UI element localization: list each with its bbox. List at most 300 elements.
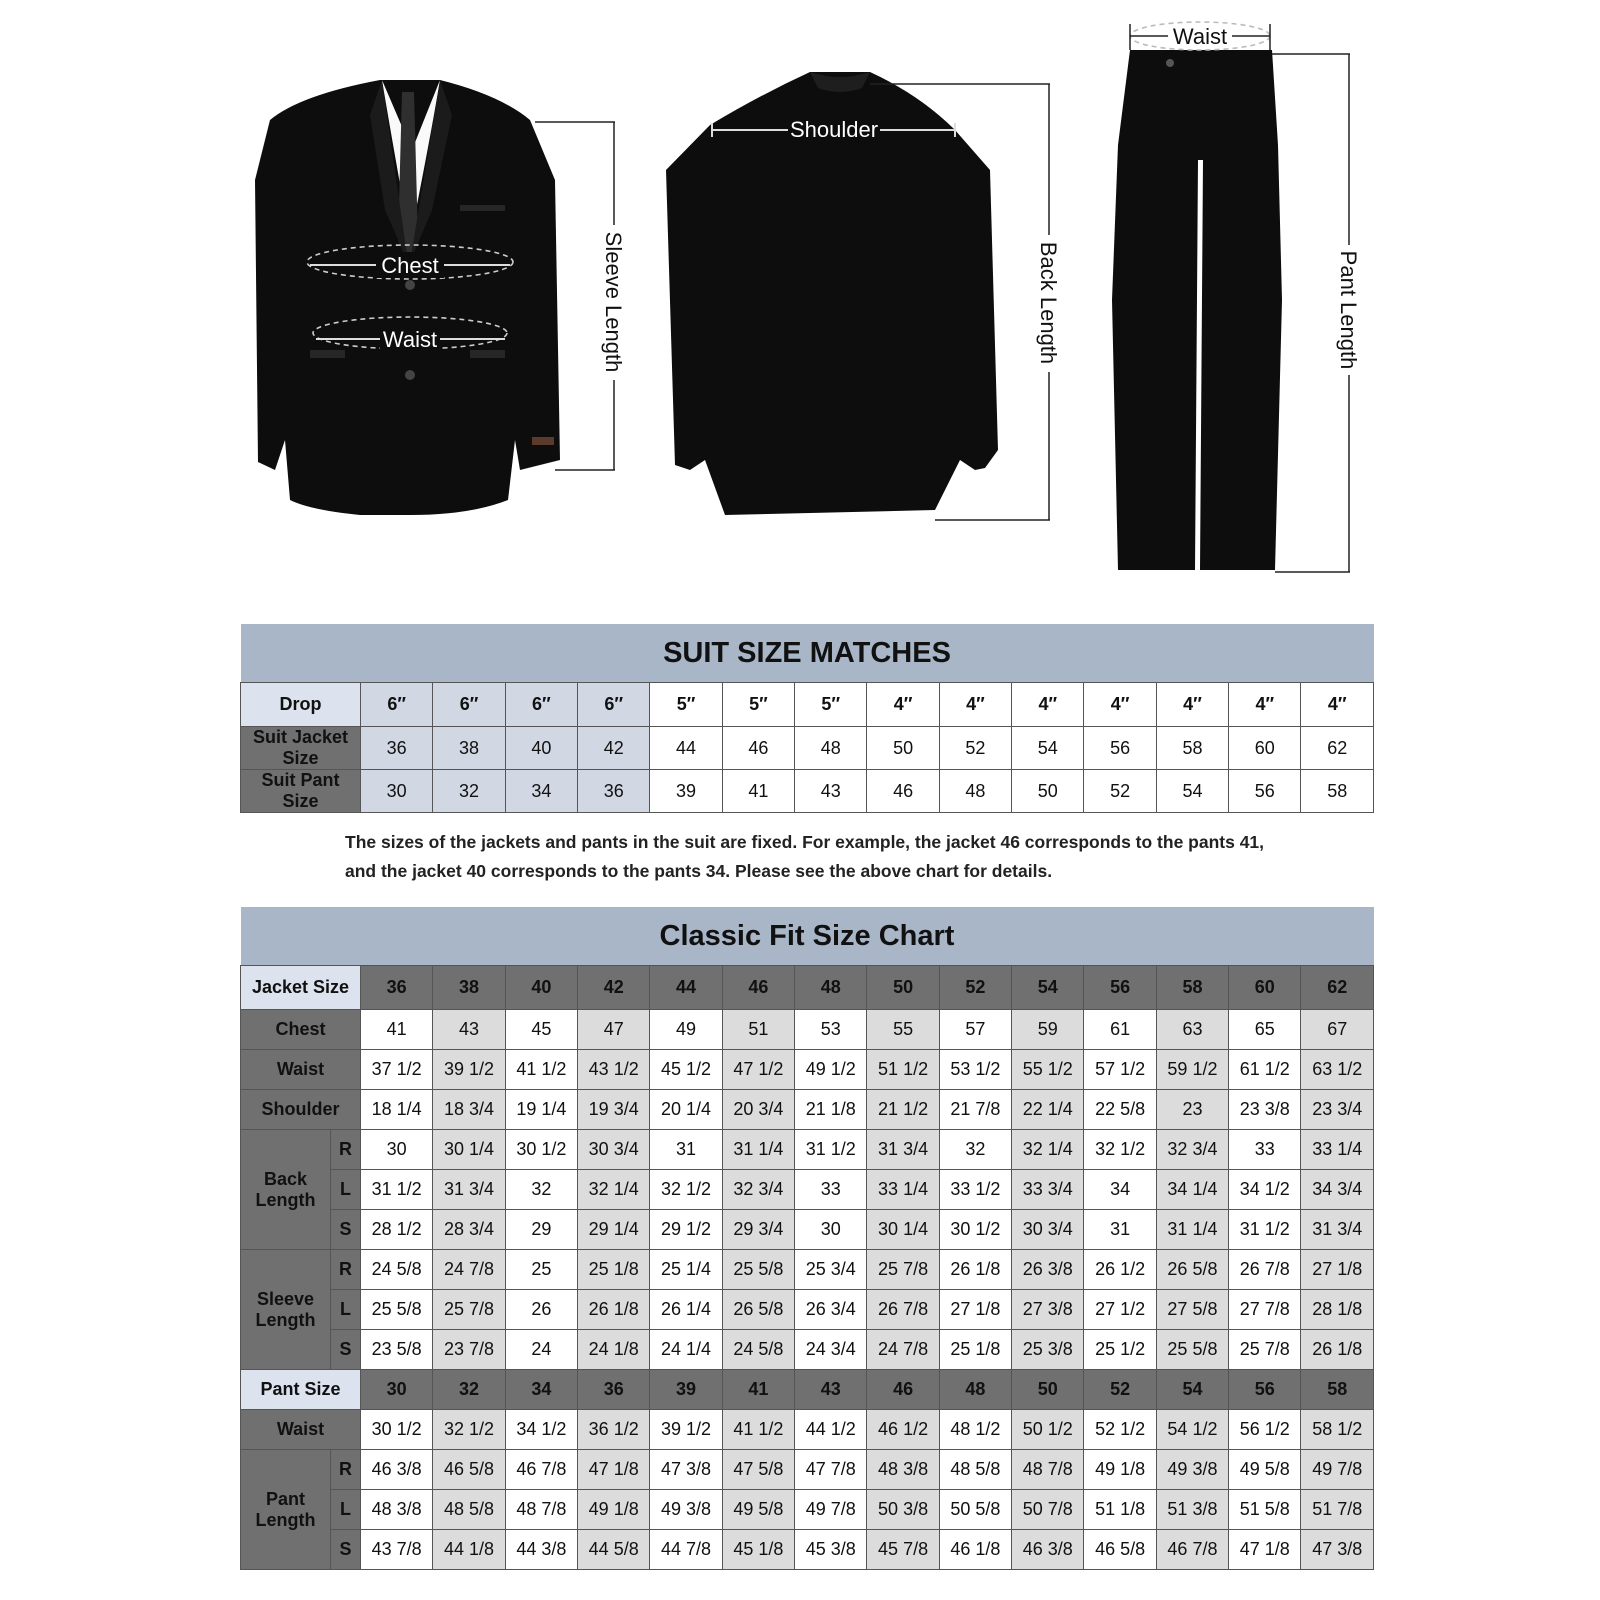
value-cell: 45 7/8 bbox=[867, 1530, 939, 1570]
value-cell: 27 1/8 bbox=[1301, 1250, 1374, 1290]
value-cell: 53 bbox=[795, 1010, 867, 1050]
back-length-s-row bbox=[241, 1210, 1374, 1250]
value-cell: 32 bbox=[939, 1130, 1011, 1170]
value-cell: 50 bbox=[867, 727, 939, 770]
value-cell: 41 1/2 bbox=[722, 1410, 794, 1450]
value-cell: 46 bbox=[722, 727, 794, 770]
value-cell: 25 1/2 bbox=[1084, 1330, 1156, 1370]
value-cell: 25 7/8 bbox=[433, 1290, 505, 1330]
value-cell: 48 bbox=[795, 727, 867, 770]
value-cell: 46 5/8 bbox=[433, 1450, 505, 1490]
value-cell: 43 7/8 bbox=[361, 1530, 433, 1570]
value-cell: 30 1/2 bbox=[939, 1210, 1011, 1250]
value-cell: 49 7/8 bbox=[795, 1490, 867, 1530]
value-cell: 26 1/8 bbox=[578, 1290, 650, 1330]
value-cell: 49 bbox=[650, 1010, 722, 1050]
sleeve-length-r-label: R bbox=[331, 1250, 361, 1290]
pant-length-label: Pant Length bbox=[1336, 250, 1361, 370]
value-cell: 6′′ bbox=[505, 683, 577, 727]
value-cell: 57 bbox=[939, 1010, 1011, 1050]
value-cell: 51 5/8 bbox=[1229, 1490, 1301, 1530]
suit-size-matches-table bbox=[240, 624, 1374, 813]
value-cell: 51 1/8 bbox=[1084, 1490, 1156, 1530]
value-cell: 32 1/4 bbox=[578, 1170, 650, 1210]
pants-illustration bbox=[1112, 50, 1282, 570]
value-cell: 46 3/8 bbox=[361, 1450, 433, 1490]
value-cell: 32 1/4 bbox=[1012, 1130, 1084, 1170]
value-cell: 54 bbox=[1012, 727, 1084, 770]
value-cell: 26 1/8 bbox=[1301, 1330, 1374, 1370]
value-cell: 24 5/8 bbox=[361, 1250, 433, 1290]
value-cell: 59 bbox=[1012, 1010, 1084, 1050]
value-cell: 43 bbox=[433, 1010, 505, 1050]
value-cell: 29 1/4 bbox=[578, 1210, 650, 1250]
value-cell: 31 3/4 bbox=[867, 1130, 939, 1170]
value-cell: 54 bbox=[1012, 966, 1084, 1010]
value-cell: 25 1/4 bbox=[650, 1250, 722, 1290]
size-note-line-2: and the jacket 40 corresponds to the pants 34. Please see the above chart for details. bbox=[345, 861, 1053, 881]
pant-waist-header: Waist bbox=[241, 1410, 361, 1450]
value-cell: 5′′ bbox=[722, 683, 794, 727]
value-cell: 49 3/8 bbox=[650, 1490, 722, 1530]
size-note-line-1: The sizes of the jackets and pants in the suit are fixed. For example, the jacket 46 corresponds to the pants 41, bbox=[345, 832, 1265, 852]
pant-length-l-label: L bbox=[331, 1490, 361, 1530]
value-cell: 49 7/8 bbox=[1301, 1450, 1374, 1490]
value-cell: 46 7/8 bbox=[1156, 1530, 1228, 1570]
value-cell: 31 1/2 bbox=[1229, 1210, 1301, 1250]
value-cell: 27 3/8 bbox=[1012, 1290, 1084, 1330]
value-cell: 4′′ bbox=[939, 683, 1011, 727]
drop-row bbox=[241, 683, 1374, 727]
sleeve-length-l-label: L bbox=[331, 1290, 361, 1330]
value-cell: 36 bbox=[578, 1370, 650, 1410]
back-length-s-label: S bbox=[331, 1210, 361, 1250]
value-cell: 27 5/8 bbox=[1156, 1290, 1228, 1330]
suit-pant-size-header: Suit Pant Size bbox=[241, 770, 361, 813]
value-cell: 58 bbox=[1156, 966, 1228, 1010]
value-cell: 57 1/2 bbox=[1084, 1050, 1156, 1090]
value-cell: 19 3/4 bbox=[578, 1090, 650, 1130]
value-cell: 47 1/8 bbox=[578, 1450, 650, 1490]
shoulder-header: Shoulder bbox=[241, 1090, 361, 1130]
pant-length-r-label: R bbox=[331, 1450, 361, 1490]
chest-row bbox=[241, 1010, 1374, 1050]
value-cell: 50 bbox=[1012, 1370, 1084, 1410]
pant-length-s-label: S bbox=[331, 1530, 361, 1570]
value-cell: 5′′ bbox=[795, 683, 867, 727]
value-cell: 49 1/2 bbox=[795, 1050, 867, 1090]
value-cell: 25 3/8 bbox=[1012, 1330, 1084, 1370]
value-cell: 61 1/2 bbox=[1229, 1050, 1301, 1090]
matches-title: SUIT SIZE MATCHES bbox=[241, 624, 1374, 683]
value-cell: 25 bbox=[505, 1250, 577, 1290]
back-length-l-row bbox=[241, 1170, 1374, 1210]
back-length-label: Back Length bbox=[1036, 241, 1061, 365]
value-cell: 25 3/4 bbox=[795, 1250, 867, 1290]
value-cell: 33 bbox=[1229, 1130, 1301, 1170]
value-cell: 24 5/8 bbox=[722, 1330, 794, 1370]
value-cell: 62 bbox=[1301, 966, 1374, 1010]
value-cell: 4′′ bbox=[1084, 683, 1156, 727]
chest-header: Chest bbox=[241, 1010, 361, 1050]
value-cell: 45 bbox=[505, 1010, 577, 1050]
value-cell: 26 7/8 bbox=[1229, 1250, 1301, 1290]
value-cell: 34 bbox=[505, 1370, 577, 1410]
pant-waist-row bbox=[241, 1410, 1374, 1450]
value-cell: 6′′ bbox=[361, 683, 433, 727]
value-cell: 45 1/2 bbox=[650, 1050, 722, 1090]
value-cell: 47 5/8 bbox=[722, 1450, 794, 1490]
shoulder-row bbox=[241, 1090, 1374, 1130]
value-cell: 25 7/8 bbox=[1229, 1330, 1301, 1370]
value-cell: 32 bbox=[433, 770, 505, 813]
value-cell: 41 bbox=[722, 770, 794, 813]
value-cell: 47 1/8 bbox=[1229, 1530, 1301, 1570]
value-cell: 42 bbox=[578, 727, 650, 770]
value-cell: 36 bbox=[578, 770, 650, 813]
value-cell: 22 1/4 bbox=[1012, 1090, 1084, 1130]
value-cell: 63 bbox=[1156, 1010, 1228, 1050]
value-cell: 41 bbox=[361, 1010, 433, 1050]
pant-length-header: Pant Length bbox=[241, 1450, 331, 1570]
value-cell: 4′′ bbox=[1301, 683, 1374, 727]
back-length-r-label: R bbox=[331, 1130, 361, 1170]
value-cell: 44 3/8 bbox=[505, 1530, 577, 1570]
value-cell: 29 3/4 bbox=[722, 1210, 794, 1250]
value-cell: 22 5/8 bbox=[1084, 1090, 1156, 1130]
value-cell: 38 bbox=[433, 727, 505, 770]
value-cell: 27 7/8 bbox=[1229, 1290, 1301, 1330]
value-cell: 46 3/8 bbox=[1012, 1530, 1084, 1570]
value-cell: 34 bbox=[505, 770, 577, 813]
value-cell: 31 1/2 bbox=[361, 1170, 433, 1210]
value-cell: 28 1/2 bbox=[361, 1210, 433, 1250]
value-cell: 24 1/4 bbox=[650, 1330, 722, 1370]
waist-row bbox=[241, 1050, 1374, 1090]
value-cell: 55 1/2 bbox=[1012, 1050, 1084, 1090]
value-cell: 26 1/4 bbox=[650, 1290, 722, 1330]
value-cell: 48 7/8 bbox=[505, 1490, 577, 1530]
value-cell: 30 bbox=[361, 770, 433, 813]
measurement-diagram bbox=[0, 0, 1600, 600]
value-cell: 48 bbox=[939, 770, 1011, 813]
value-cell: 54 1/2 bbox=[1156, 1410, 1228, 1450]
value-cell: 65 bbox=[1229, 1010, 1301, 1050]
value-cell: 31 bbox=[1084, 1210, 1156, 1250]
value-cell: 50 7/8 bbox=[1012, 1490, 1084, 1530]
value-cell: 32 1/2 bbox=[650, 1170, 722, 1210]
sleeve-length-label: Sleeve Length bbox=[601, 231, 626, 373]
value-cell: 23 3/8 bbox=[1229, 1090, 1301, 1130]
value-cell: 32 1/2 bbox=[1084, 1130, 1156, 1170]
value-cell: 47 1/2 bbox=[722, 1050, 794, 1090]
value-cell: 48 7/8 bbox=[1012, 1450, 1084, 1490]
value-cell: 24 3/4 bbox=[795, 1330, 867, 1370]
value-cell: 32 bbox=[433, 1370, 505, 1410]
value-cell: 18 3/4 bbox=[433, 1090, 505, 1130]
value-cell: 32 bbox=[505, 1170, 577, 1210]
value-cell: 33 bbox=[795, 1170, 867, 1210]
value-cell: 5′′ bbox=[650, 683, 722, 727]
value-cell: 48 5/8 bbox=[433, 1490, 505, 1530]
value-cell: 60 bbox=[1229, 966, 1301, 1010]
value-cell: 46 bbox=[867, 1370, 939, 1410]
value-cell: 49 3/8 bbox=[1156, 1450, 1228, 1490]
value-cell: 24 7/8 bbox=[867, 1330, 939, 1370]
value-cell: 43 1/2 bbox=[578, 1050, 650, 1090]
value-cell: 44 bbox=[650, 727, 722, 770]
value-cell: 32 1/2 bbox=[433, 1410, 505, 1450]
value-cell: 46 7/8 bbox=[505, 1450, 577, 1490]
value-cell: 59 1/2 bbox=[1156, 1050, 1228, 1090]
value-cell: 43 bbox=[795, 1370, 867, 1410]
value-cell: 63 1/2 bbox=[1301, 1050, 1374, 1090]
value-cell: 24 1/8 bbox=[578, 1330, 650, 1370]
value-cell: 48 3/8 bbox=[867, 1450, 939, 1490]
value-cell: 58 bbox=[1301, 1370, 1374, 1410]
value-cell: 48 1/2 bbox=[939, 1410, 1011, 1450]
value-cell: 37 1/2 bbox=[361, 1050, 433, 1090]
suit-jacket-size-row bbox=[241, 727, 1374, 770]
sleeve-length-r-row bbox=[241, 1250, 1374, 1290]
value-cell: 46 5/8 bbox=[1084, 1530, 1156, 1570]
value-cell: 58 bbox=[1301, 770, 1374, 813]
value-cell: 48 3/8 bbox=[361, 1490, 433, 1530]
value-cell: 45 1/8 bbox=[722, 1530, 794, 1570]
value-cell: 54 bbox=[1156, 770, 1228, 813]
value-cell: 56 bbox=[1084, 727, 1156, 770]
pant-waist-label: Waist bbox=[1172, 24, 1228, 49]
value-cell: 25 5/8 bbox=[1156, 1330, 1228, 1370]
value-cell: 34 1/2 bbox=[1229, 1170, 1301, 1210]
back-length-header: Back Length bbox=[241, 1130, 331, 1250]
value-cell: 50 1/2 bbox=[1012, 1410, 1084, 1450]
value-cell: 26 bbox=[505, 1290, 577, 1330]
value-cell: 47 3/8 bbox=[1301, 1530, 1374, 1570]
pant-length-l-row bbox=[241, 1490, 1374, 1530]
value-cell: 25 7/8 bbox=[867, 1250, 939, 1290]
value-cell: 49 5/8 bbox=[722, 1490, 794, 1530]
value-cell: 30 1/4 bbox=[867, 1210, 939, 1250]
value-cell: 67 bbox=[1301, 1010, 1374, 1050]
value-cell: 23 7/8 bbox=[433, 1330, 505, 1370]
value-cell: 29 bbox=[505, 1210, 577, 1250]
value-cell: 43 bbox=[795, 770, 867, 813]
value-cell: 36 bbox=[361, 727, 433, 770]
value-cell: 26 5/8 bbox=[722, 1290, 794, 1330]
value-cell: 4′′ bbox=[867, 683, 939, 727]
chest-label: Chest bbox=[381, 253, 439, 278]
value-cell: 33 3/4 bbox=[1012, 1170, 1084, 1210]
jacket-size-header: Jacket Size bbox=[241, 966, 361, 1010]
value-cell: 26 3/4 bbox=[795, 1290, 867, 1330]
value-cell: 23 3/4 bbox=[1301, 1090, 1374, 1130]
value-cell: 36 1/2 bbox=[578, 1410, 650, 1450]
value-cell: 51 bbox=[722, 1010, 794, 1050]
value-cell: 48 bbox=[795, 966, 867, 1010]
value-cell: 50 5/8 bbox=[939, 1490, 1011, 1530]
value-cell: 31 3/4 bbox=[1301, 1210, 1374, 1250]
value-cell: 29 1/2 bbox=[650, 1210, 722, 1250]
value-cell: 49 1/8 bbox=[1084, 1450, 1156, 1490]
value-cell: 44 1/2 bbox=[795, 1410, 867, 1450]
value-cell: 25 5/8 bbox=[722, 1250, 794, 1290]
value-cell: 21 1/2 bbox=[867, 1090, 939, 1130]
value-cell: 48 bbox=[939, 1370, 1011, 1410]
value-cell: 24 bbox=[505, 1330, 577, 1370]
value-cell: 44 7/8 bbox=[650, 1530, 722, 1570]
size-note bbox=[345, 828, 1345, 886]
value-cell: 30 3/4 bbox=[1012, 1210, 1084, 1250]
value-cell: 52 bbox=[1084, 770, 1156, 813]
value-cell: 33 1/4 bbox=[1301, 1130, 1374, 1170]
value-cell: 48 5/8 bbox=[939, 1450, 1011, 1490]
suit-pant-size-row bbox=[241, 770, 1374, 813]
value-cell: 30 1/4 bbox=[433, 1130, 505, 1170]
value-cell: 62 bbox=[1301, 727, 1374, 770]
value-cell: 39 1/2 bbox=[650, 1410, 722, 1450]
drop-header: Drop bbox=[241, 683, 361, 727]
value-cell: 26 1/2 bbox=[1084, 1250, 1156, 1290]
value-cell: 49 1/8 bbox=[578, 1490, 650, 1530]
value-cell: 26 5/8 bbox=[1156, 1250, 1228, 1290]
value-cell: 41 1/2 bbox=[505, 1050, 577, 1090]
value-cell: 61 bbox=[1084, 1010, 1156, 1050]
value-cell: 40 bbox=[505, 966, 577, 1010]
value-cell: 25 1/8 bbox=[939, 1330, 1011, 1370]
value-cell: 27 1/2 bbox=[1084, 1290, 1156, 1330]
value-cell: 39 bbox=[650, 770, 722, 813]
value-cell: 4′′ bbox=[1156, 683, 1228, 727]
value-cell: 51 7/8 bbox=[1301, 1490, 1374, 1530]
waist-header: Waist bbox=[241, 1050, 361, 1090]
value-cell: 30 3/4 bbox=[578, 1130, 650, 1170]
back-length-l-label: L bbox=[331, 1170, 361, 1210]
jacket-waist-label: Waist bbox=[382, 327, 438, 352]
value-cell: 46 1/2 bbox=[867, 1410, 939, 1450]
shoulder-label: Shoulder bbox=[789, 117, 879, 142]
value-cell: 40 bbox=[505, 727, 577, 770]
value-cell: 44 1/8 bbox=[433, 1530, 505, 1570]
value-cell: 20 1/4 bbox=[650, 1090, 722, 1130]
value-cell: 50 bbox=[867, 966, 939, 1010]
pant-size-row bbox=[241, 1370, 1374, 1410]
value-cell: 30 bbox=[361, 1130, 433, 1170]
value-cell: 31 1/4 bbox=[1156, 1210, 1228, 1250]
value-cell: 23 bbox=[1156, 1090, 1228, 1130]
sleeve-length-l-row bbox=[241, 1290, 1374, 1330]
value-cell: 45 3/8 bbox=[795, 1530, 867, 1570]
value-cell: 49 5/8 bbox=[1229, 1450, 1301, 1490]
value-cell: 19 1/4 bbox=[505, 1090, 577, 1130]
sleeve-length-s-label: S bbox=[331, 1330, 361, 1370]
jacket-front-illustration bbox=[255, 80, 560, 515]
value-cell: 42 bbox=[578, 966, 650, 1010]
value-cell: 21 7/8 bbox=[939, 1090, 1011, 1130]
sleeve-length-header: Sleeve Length bbox=[241, 1250, 331, 1370]
sleeve-length-s-row bbox=[241, 1330, 1374, 1370]
value-cell: 30 1/2 bbox=[505, 1130, 577, 1170]
value-cell: 27 1/8 bbox=[939, 1290, 1011, 1330]
value-cell: 32 3/4 bbox=[722, 1170, 794, 1210]
value-cell: 34 1/4 bbox=[1156, 1170, 1228, 1210]
value-cell: 44 bbox=[650, 966, 722, 1010]
value-cell: 47 7/8 bbox=[795, 1450, 867, 1490]
pant-size-header: Pant Size bbox=[241, 1370, 361, 1410]
value-cell: 60 bbox=[1229, 727, 1301, 770]
value-cell: 51 3/8 bbox=[1156, 1490, 1228, 1530]
value-cell: 34 3/4 bbox=[1301, 1170, 1374, 1210]
value-cell: 28 3/4 bbox=[433, 1210, 505, 1250]
value-cell: 21 1/8 bbox=[795, 1090, 867, 1130]
value-cell: 34 1/2 bbox=[505, 1410, 577, 1450]
value-cell: 52 1/2 bbox=[1084, 1410, 1156, 1450]
value-cell: 44 5/8 bbox=[578, 1530, 650, 1570]
value-cell: 46 bbox=[722, 966, 794, 1010]
value-cell: 56 bbox=[1229, 770, 1301, 813]
value-cell: 6′′ bbox=[578, 683, 650, 727]
value-cell: 4′′ bbox=[1012, 683, 1084, 727]
value-cell: 18 1/4 bbox=[361, 1090, 433, 1130]
value-cell: 58 1/2 bbox=[1301, 1410, 1374, 1450]
value-cell: 4′′ bbox=[1229, 683, 1301, 727]
value-cell: 30 bbox=[795, 1210, 867, 1250]
value-cell: 52 bbox=[1084, 1370, 1156, 1410]
value-cell: 58 bbox=[1156, 727, 1228, 770]
jacket-size-row bbox=[241, 966, 1374, 1010]
value-cell: 41 bbox=[722, 1370, 794, 1410]
value-cell: 24 7/8 bbox=[433, 1250, 505, 1290]
value-cell: 31 3/4 bbox=[433, 1170, 505, 1210]
suit-jacket-size-header: Suit Jacket Size bbox=[241, 727, 361, 770]
value-cell: 25 1/8 bbox=[578, 1250, 650, 1290]
value-cell: 31 1/2 bbox=[795, 1130, 867, 1170]
classic-fit-size-chart bbox=[240, 907, 1374, 1570]
value-cell: 26 7/8 bbox=[867, 1290, 939, 1330]
value-cell: 50 bbox=[1012, 770, 1084, 813]
value-cell: 33 1/4 bbox=[867, 1170, 939, 1210]
value-cell: 28 1/8 bbox=[1301, 1290, 1374, 1330]
value-cell: 53 1/2 bbox=[939, 1050, 1011, 1090]
value-cell: 47 3/8 bbox=[650, 1450, 722, 1490]
value-cell: 47 bbox=[578, 1010, 650, 1050]
value-cell: 51 1/2 bbox=[867, 1050, 939, 1090]
value-cell: 50 3/8 bbox=[867, 1490, 939, 1530]
value-cell: 31 1/4 bbox=[722, 1130, 794, 1170]
value-cell: 56 bbox=[1084, 966, 1156, 1010]
value-cell: 39 bbox=[650, 1370, 722, 1410]
value-cell: 30 bbox=[361, 1370, 433, 1410]
value-cell: 33 1/2 bbox=[939, 1170, 1011, 1210]
value-cell: 39 1/2 bbox=[433, 1050, 505, 1090]
value-cell: 23 5/8 bbox=[361, 1330, 433, 1370]
value-cell: 32 3/4 bbox=[1156, 1130, 1228, 1170]
value-cell: 26 1/8 bbox=[939, 1250, 1011, 1290]
value-cell: 6′′ bbox=[433, 683, 505, 727]
value-cell: 56 bbox=[1229, 1370, 1301, 1410]
value-cell: 56 1/2 bbox=[1229, 1410, 1301, 1450]
pant-length-r-row bbox=[241, 1450, 1374, 1490]
value-cell: 20 3/4 bbox=[722, 1090, 794, 1130]
value-cell: 46 1/8 bbox=[939, 1530, 1011, 1570]
value-cell: 46 bbox=[867, 770, 939, 813]
value-cell: 26 3/8 bbox=[1012, 1250, 1084, 1290]
value-cell: 36 bbox=[361, 966, 433, 1010]
value-cell: 34 bbox=[1084, 1170, 1156, 1210]
back-length-r-row bbox=[241, 1130, 1374, 1170]
pant-length-s-row bbox=[241, 1530, 1374, 1570]
value-cell: 52 bbox=[939, 727, 1011, 770]
